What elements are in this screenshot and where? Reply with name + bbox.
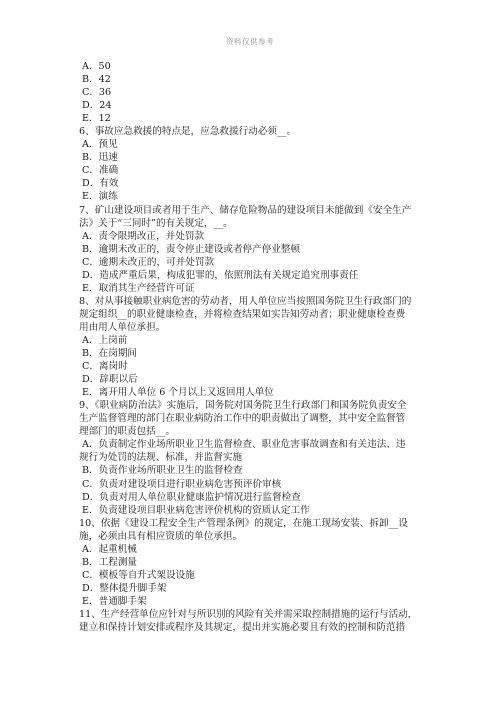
question-text-line: 7、矿山建设项目或者用于生产、储存危险物品的建设项目未能做到《安全生产 bbox=[79, 204, 412, 216]
answer-option-line: A．起重机械 bbox=[82, 543, 137, 555]
answer-option-line: C．模板等自升式架设设施 bbox=[82, 569, 195, 581]
question-text-line: 10、依据《建设工程安全生产管理条例》的规定，在施工现场安装、拆卸__设 bbox=[79, 517, 408, 529]
answer-option-line: D．24 bbox=[82, 100, 112, 112]
question-text-line: 用由用人单位承担。 bbox=[79, 321, 166, 333]
answer-option-line: A．负责制定作业场所职业卫生监督检查、职业危害事故调查和有关违法、违 bbox=[82, 439, 406, 451]
answer-option-line: B．迅速 bbox=[82, 152, 118, 164]
question-text-line: 8、对从事接触职业病危害的劳动者，用人单位应当按照国务院卫生行政部门的 bbox=[79, 295, 412, 307]
answer-option-line: B．在岗期间 bbox=[82, 348, 138, 360]
answer-option-line: C．36 bbox=[82, 87, 112, 99]
answer-option-line: A．预见 bbox=[82, 139, 118, 151]
answer-option-line: E．离开用人单位 6 个月以上又返回用人单位 bbox=[82, 387, 274, 399]
question-text-line: 6、事故应急救援的特点是，应急救援行动必须__。 bbox=[79, 126, 297, 138]
answer-option-line: B．逾期未改正的，责令停止建设或者停产停业整顿 bbox=[82, 243, 301, 255]
page-header: 资料仅供参考 bbox=[226, 37, 274, 46]
answer-option-line: A．责令限期改正，并处罚款 bbox=[82, 230, 205, 242]
question-text-line: 9、《职业病防治法》实施后，国务院对国务院卫生行政部门和国务院负责安全 bbox=[79, 400, 407, 412]
question-text-line: 建立和保持计划安排或程序及其规定，提出并实施必要且有效的控制和防范措 bbox=[79, 622, 406, 634]
question-text-line: 生产监督管理的部门在职业病防治工作中的职责做出了调整，其中安全监督管 bbox=[79, 413, 406, 425]
answer-option-line: C．负责对建设项目进行职业病危害预评价审核 bbox=[82, 478, 282, 490]
answer-option-line: D．负责对用人单位职业健康监护情况进行监督检查 bbox=[82, 491, 301, 503]
answer-option-line: D．造成严重后果，构成犯罪的，依照刑法有关规定追究刑事责任 bbox=[82, 269, 359, 281]
answer-option-line: C．离岗时 bbox=[82, 361, 128, 373]
document-body bbox=[79, 60, 431, 634]
answer-option-line: B．负责作业场所职业卫生的监督检查 bbox=[82, 465, 243, 477]
answer-option-line: D．辞职以后 bbox=[82, 374, 138, 386]
answer-option-line: D．整体提升脚手架 bbox=[82, 582, 167, 594]
answer-option-line: D．有效 bbox=[82, 178, 119, 190]
answer-option-line: E．12 bbox=[82, 113, 111, 125]
answer-option-line: E．取消其生产经营许可证 bbox=[82, 282, 195, 294]
question-text-line: 理部门的职责包括__。 bbox=[79, 426, 175, 438]
question-text-line: 规定组织__的职业健康检查，并将检查结果如实告知劳动者；职业健康检查费 bbox=[79, 308, 406, 320]
answer-option-line: E．演练 bbox=[82, 191, 118, 203]
question-text-line: 施，必须由具有相应资质的单位承担。 bbox=[79, 530, 243, 542]
answer-option-line: C．准确 bbox=[82, 165, 119, 177]
question-text-line: 11、生产经营单位应针对与所识别的风险有关并需采取控制措施的运行与活动， bbox=[79, 608, 418, 620]
question-text-line: 规行为处罚的法规、标准，并监督实施 bbox=[79, 452, 243, 464]
answer-option-line: A．50 bbox=[82, 61, 111, 72]
answer-option-line: B．工程测量 bbox=[82, 556, 138, 568]
answer-option-line: B．42 bbox=[82, 74, 111, 86]
answer-option-line: A．上岗前 bbox=[82, 334, 128, 346]
question-text-line: 法》关于“三同时”的有关规定，__。 bbox=[79, 217, 233, 229]
answer-option-line: E．普通脚手架 bbox=[82, 595, 147, 607]
answer-option-line: E．负责建设项目职业病危害评价机构的资质认定工作 bbox=[82, 504, 310, 516]
answer-option-line: C．逾期未改正的，可并处罚款 bbox=[82, 256, 215, 268]
